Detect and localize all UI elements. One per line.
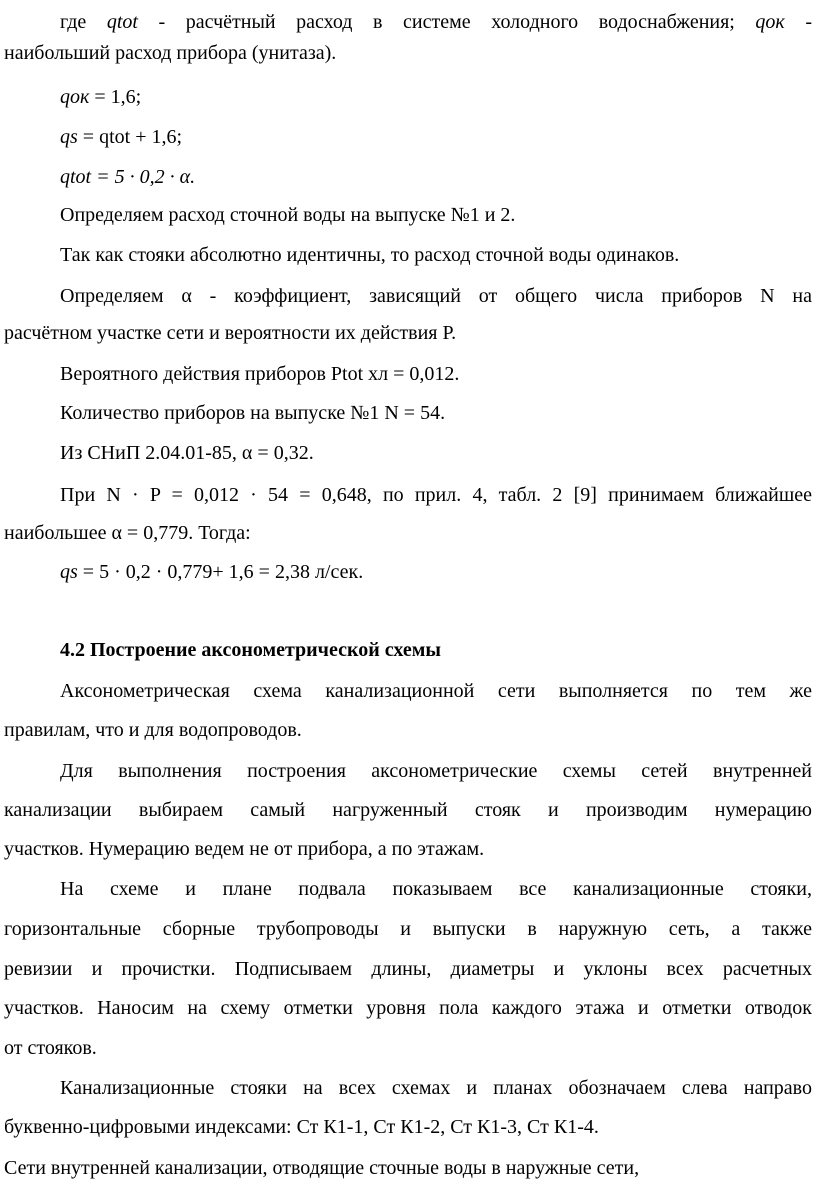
text-line: буквенно-цифровыми индексами: Ст К1-1, Ст К1-2, Ст К1-3, Ст К1-4. <box>4 1116 599 1138</box>
text-line: расчётном участке сети и вероятности их действия Р. <box>4 322 457 344</box>
text-span: - расчётный расход в системе холодного водоснабжения; <box>137 11 756 33</box>
formula-line <box>60 125 812 149</box>
text-line: Количество приборов на выпуске №1 N = 54. <box>60 402 446 424</box>
text-line: наибольшее α = 0,779. Тогда: <box>4 522 251 544</box>
text-line: На схеме и плане подвала показываем все канализационные стояки, <box>60 878 812 900</box>
text-line: ревизии и прочистки. Подписываем длины, диаметры и уклоны всех расчетных <box>4 958 812 980</box>
text-span: - <box>784 11 812 33</box>
text-line: Аксонометрическая схема канализационной сети выполняется по тем же <box>60 680 812 702</box>
text-line: При N · P = 0,012 · 54 = 0,648, по прил. 4, табл. 2 [9] принимаем ближайшее <box>60 484 812 506</box>
variable-qok: qок <box>755 11 785 33</box>
variable-qok: qок <box>60 86 90 108</box>
text-line: Для выполнения построения аксонометрические схемы сетей внутренней <box>60 760 812 782</box>
text-line: горизонтальные сборные трубопроводы и выпуски в наружную сеть, а также <box>4 918 812 940</box>
section-heading: 4.2 Построение аксонометрической схемы <box>60 639 441 661</box>
formula-line <box>60 560 812 584</box>
text-line: Определяем α - коэффициент, зависящий от общего числа приборов N на <box>60 285 812 307</box>
formula-line: qtot = 5 · 0,2 · α. <box>60 166 196 188</box>
text-line: правилам, что и для водопроводов. <box>4 719 302 741</box>
text-span: где <box>60 11 107 33</box>
text-line: Сети внутренней канализации, отводящие сточные воды в наружные сети, <box>4 1157 640 1179</box>
text-line: Из СНиП 2.04.01-85, α = 0,32. <box>60 442 314 464</box>
variable-qs: qs <box>60 126 78 148</box>
text-line: участков. Нумерацию ведем не от прибора, а по этажам. <box>4 838 485 860</box>
text-line: участков. Наносим на схему отметки уровня пола каждого этажа и отметки отводок <box>4 997 812 1019</box>
text-line: канализации выбираем самый нагруженный стояк и производим нумерацию <box>4 799 812 821</box>
variable-qs: qs <box>60 561 78 583</box>
text-line: от стояков. <box>4 1037 97 1059</box>
text-line <box>60 10 812 34</box>
text-span: = 5 · 0,2 · 0,779+ 1,6 = 2,38 л/сек. <box>77 561 364 583</box>
variable-qtot: qtot <box>106 11 138 33</box>
text-span: = qtot + 1,6; <box>77 126 183 148</box>
text-span: = 1,6; <box>89 86 142 108</box>
text-line: наибольший расход прибора (унитаза). <box>4 42 337 64</box>
text-line: Определяем расход сточной воды на выпуске №1 и 2. <box>60 204 516 226</box>
text-line: Канализационные стояки на всех схемах и планах обозначаем слева направо <box>60 1077 812 1099</box>
formula-line <box>60 85 812 109</box>
text-line: Так как стояки абсолютно идентичны, то расход сточной воды одинаков. <box>60 244 680 266</box>
text-line: Вероятного действия приборов Ptot хл = 0,012. <box>60 363 460 385</box>
